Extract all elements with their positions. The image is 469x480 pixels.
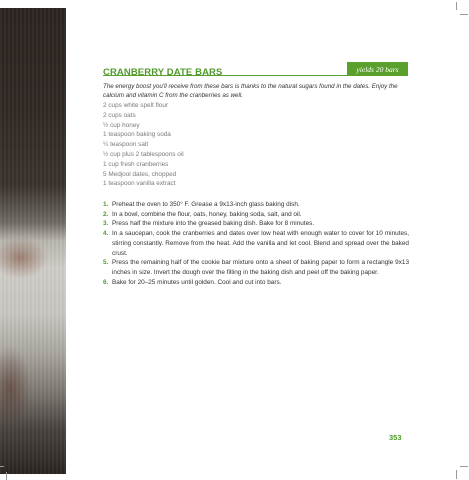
step-number: 6. — [103, 278, 109, 286]
step-text: In a bowl, combine the flour, oats, honey, baking soda, salt, and oil. — [112, 210, 302, 218]
step-number: 4. — [103, 230, 109, 238]
ingredient-item: ½ cup plus 2 tablespoons oil — [103, 150, 184, 158]
ingredient-item: 1 teaspoon vanilla extract — [103, 180, 176, 188]
crop-mark-bottom-right — [456, 470, 457, 479]
crop-mark-top-right — [456, 2, 457, 10]
crop-mark-bottom-left-h — [0, 466, 4, 467]
crop-mark-top-right-h — [460, 14, 468, 15]
instruction-step — [103, 219, 409, 229]
instruction-step — [103, 200, 409, 210]
step-text: Press the remaining half of the cookie bar mixture onto a sheet of baking paper to form a rectangle 9x13 inches in size. Invert the dough over the filling in the baking dish and peel off the baking paper. — [112, 259, 409, 276]
step-number: 3. — [103, 220, 109, 228]
ingredient-item: 2 cups white spelt flour — [103, 102, 169, 109]
step-number: 2. — [103, 210, 109, 218]
yields-badge: yields 20 bars — [347, 62, 408, 76]
ingredient-item: ¼ teaspoon salt — [103, 141, 149, 149]
instruction-step — [103, 258, 409, 277]
step-text: Preheat the oven to 350° F. Grease a 9x13-inch glass baking dish. — [112, 201, 300, 208]
instruction-step — [103, 210, 409, 220]
step-text: Press half the mixture into the greased baking dish. Bake for 8 minutes. — [112, 220, 315, 228]
recipe-intro: The energy boost you'll receive from these bars is thanks to the natural sugars found in the dates. Enjoy the calcium and vitamin C from the cranberries as well. — [103, 83, 398, 99]
instruction-step — [103, 229, 409, 258]
recipe-title: CRANBERRY DATE BARS — [103, 67, 223, 78]
page-number: 353 — [389, 433, 402, 442]
instruction-list — [103, 200, 409, 287]
step-number: 1. — [103, 201, 109, 208]
step-text: In a saucepan, cook the cranberries and dates over low heat with enough water to cover for 10 minutes, stirring constantly. Remove from the heat. Add the vanilla and let cool. Blend and spread over the baked crust. — [112, 230, 409, 257]
ingredient-item: 1 cup fresh cranberries — [103, 160, 169, 168]
crop-mark-bottom-left — [6, 472, 7, 480]
step-number: 5. — [103, 259, 109, 267]
crop-mark-bottom-right-h — [460, 466, 468, 467]
ingredient-item: 2 cups oats — [103, 111, 136, 119]
ingredient-list — [103, 101, 184, 189]
instruction-step — [103, 278, 409, 288]
ingredient-item: 5 Medjool dates, chopped — [103, 170, 177, 178]
ingredient-item: ½ cup honey — [103, 121, 140, 129]
food-photo-strip — [0, 8, 66, 474]
ingredient-item: 1 teaspoon baking soda — [103, 131, 171, 139]
step-text: Bake for 20–25 minutes until golden. Cool and cut into bars. — [112, 278, 282, 286]
